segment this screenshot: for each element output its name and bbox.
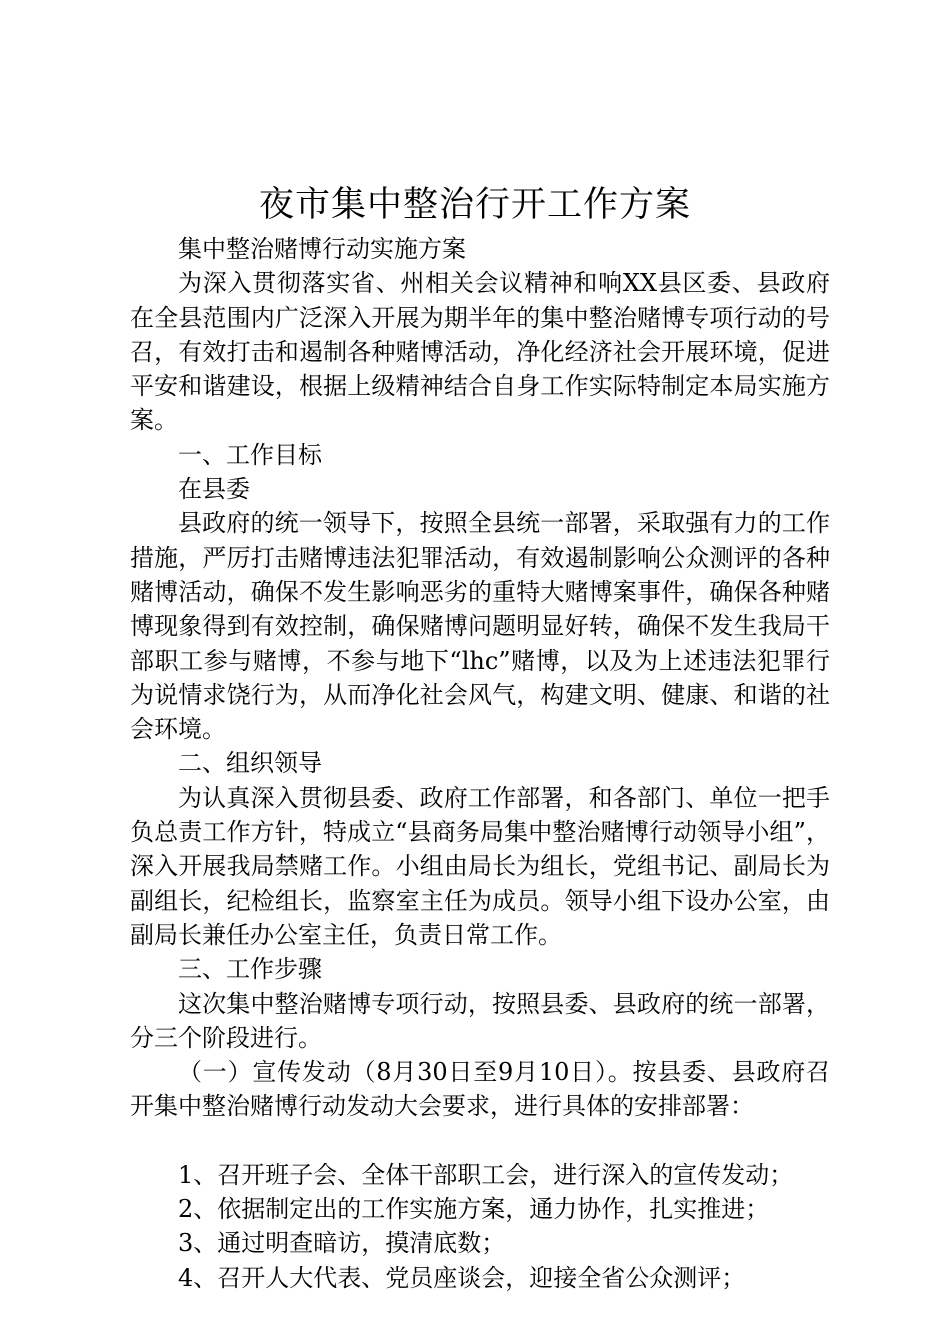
section-heading-leadership: 二、组织领导 — [178, 749, 322, 778]
paragraph-steps: 这次集中整治赌博专项行动，按照县委、县政府的统一部署，分三个阶段进行。 — [130, 989, 830, 1052]
paragraph-goals-lead: 在县委 — [178, 475, 250, 504]
section-heading-steps: 三、工作步骤 — [178, 955, 322, 984]
paragraph-goals: 县政府的统一领导下，按照全县统一部署，采取强有力的工作措施，严厉打击赌博违法犯罪活动，有效遏制影响公众测评的各种赌博活动，确保不发生影响恶劣的重特大赌博案事件，确保各种赌博现象得到有效控制，确保赌博问题明显好转，确保不发生我局干部职工参与赌博，不参与地下“lhc”赌博，以及为上述违法犯罪行为说情求饶行为，从而净化社会风气，构建文明、健康、和谐的社会环境。 — [130, 509, 830, 744]
paragraph-leadership: 为认真深入贯彻县委、政府工作部署，和各部门、单位一把手负总责工作方针，特成立“县商务局集中整治赌博行动领导小组”，深入开展我局禁赌工作。小组由局长为组长，党组书记、副局长为副组长，纪检组长，监察室主任为成员。领导小组下设办公室，由副局长兼任办公室主任，负责日常工作。 — [130, 783, 830, 949]
paragraph-intro: 为深入贯彻落实省、州相关会议精神和响XX县区委、县政府在全县范围内广泛深入开展为期半年的集中整治赌博专项行动的号召，有效打击和遏制各种赌博活动，净化经济社会开展环境，促进平安和谐建设，根据上级精神结合自身工作实际特制定本局实施方案。 — [130, 269, 830, 435]
list-item-2: 2、依据制定出的工作实施方案，通力协作，扎实推进； — [178, 1195, 770, 1224]
document-title: 夜市集中整治行开工作方案 — [258, 185, 691, 225]
document-body — [130, 232, 830, 1295]
paragraph-subtitle: 集中整治赌博行动实施方案 — [178, 235, 466, 263]
paragraph-phase-one: （一）宣传发动（8月30日至9月10日）。按县委、县政府召开集中整治赌博行动发动大会要求，进行具体的安排部署： — [130, 1058, 830, 1121]
list-item-3: 3、通过明查暗访，摸清底数； — [178, 1229, 506, 1258]
section-heading-goals: 一、工作目标 — [178, 440, 322, 469]
list-item-4: 4、召开人大代表、党员座谈会，迎接全省公众测评； — [178, 1263, 746, 1292]
list-item-1: 1、召开班子会、全体干部职工会，进行深入的宣传发动； — [178, 1160, 794, 1189]
